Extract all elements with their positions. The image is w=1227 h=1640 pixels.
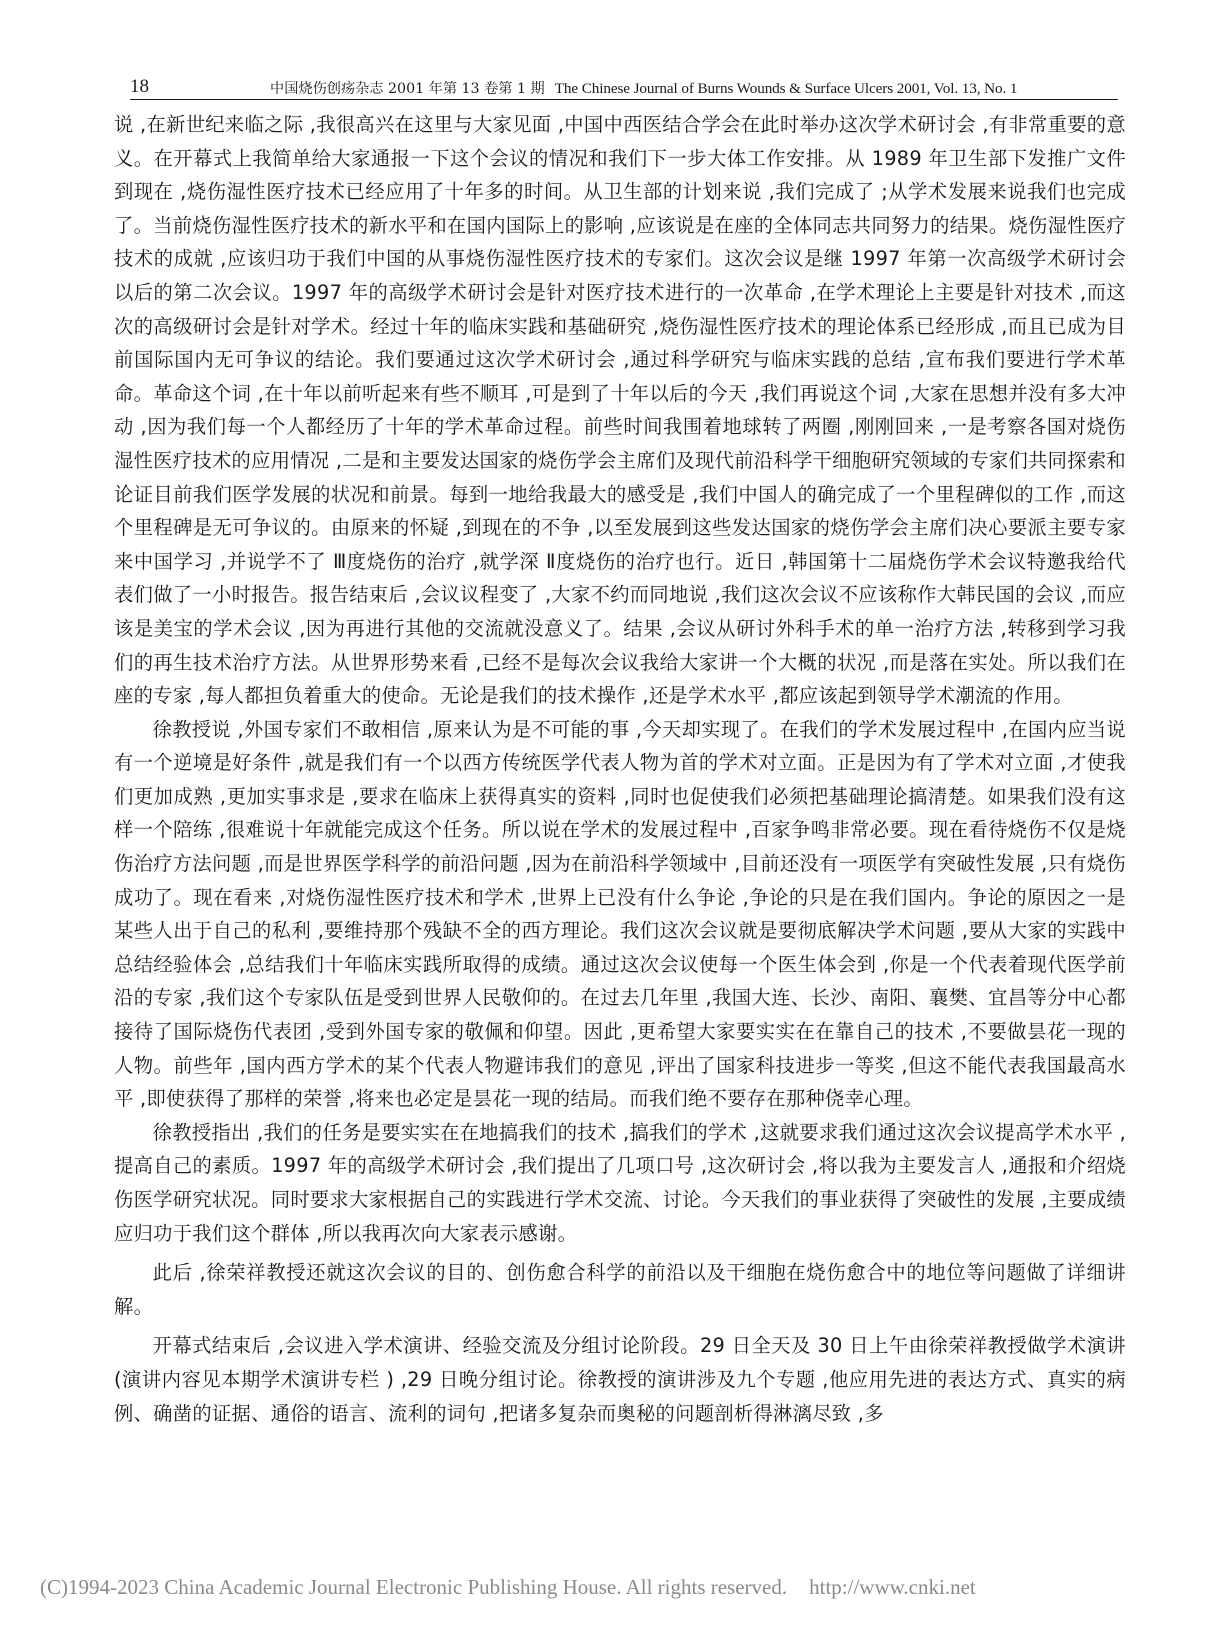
journal-title-en: The Chinese Journal of Burns Wounds & Surface Ulcers 2001, Vol. 13, No. 1 xyxy=(554,80,1018,97)
running-header xyxy=(130,70,1118,98)
body-paragraph: 徐教授指出 ,我们的任务是要实实在在地搞我们的技术 ,搞我们的学术 ,这就要求我们通过这次会议提高学术水平 ,提高自己的素质。1997 年的高级学术研讨会 ,我们提出了几项口号 ,这次研讨会 ,将以我为主要发言人 ,通报和介绍烧伤医学研究状况。同时要求大家根据自己的实践进行学术交流、讨论。今天我们的事业获得了突破性的发展 ,主要成绩应归功于我们这个群体 ,所以我再次向大家表示感谢。 xyxy=(114,1120,1126,1245)
page-number: 18 xyxy=(130,76,149,97)
cnki-footer xyxy=(40,1575,1190,1600)
body-paragraph: 此后 ,徐荣祥教授还就这次会议的目的、创伤愈合科学的前沿以及干细胞在烧伤愈合中的地位等问题做了详细讲解。 xyxy=(114,1261,1126,1318)
journal-title-cn: 中国烧伤创疡杂志 2001 年第 13 卷第 1 期 xyxy=(270,81,545,97)
body-paragraph: 开幕式结束后 ,会议进入学术演讲、经验交流及分组讨论阶段。29 日全天及 30 日上午由徐荣祥教授做学术演讲 (演讲内容见本期学术演讲专栏 ) ,29 日晚分组讨论。徐教授的演讲涉及九个专题 ,他应用先进的表达方式、真实的病例、确凿的证据、通俗的语言、流利的词句 ,把诸多复杂而奥秘的问题剖析得淋漓尽致 ,多 xyxy=(114,1334,1126,1425)
body-paragraph: 说 ,在新世纪来临之际 ,我很高兴在这里与大家见面 ,中国中西医结合学会在此时举办这次学术研讨会 ,有非常重要的意义。在开幕式上我简单给大家通报一下这个会议的情况和我们下一步大体工作安排。从 1989 年卫生部下发推广文件到现在 ,烧伤湿性医疗技术已经应用了十年多的时间。从卫生部的计划来说 ,我们完成了 ;从学术发展来说我们也完成了。当前烧伤湿性医疗技术的新水平和在国内国际上的影响 ,应该说是在座的全体同志共同努力的结果。烧伤湿性医疗技术的成就 ,应该归功于我们中国的从事烧伤湿性医疗技术的专家们。这次会议是继 1997 年第一次高级学术研讨会以后的第二次会议。1997 年的高级学术研讨会是针对医疗技术进行的一次革命 ,在学术理论上主要是针对技术 ,而这次的高级研讨会是针对学术。经过十年的临床实践和基础研究 ,烧伤湿性医疗技术的理论体系已经形成 ,而且已成为目前国际国内无可争议的结论。我们要通过这次学术研讨会 ,通过科学研究与临床实践的总结 ,宣布我们要进行学术革命。革命这个词 ,在十年以前听起来有些不顺耳 ,可是到了十年以后的今天 ,我们再说这个词 ,大家在思想并没有多大冲动 ,因为我们每一个人都经历了十年的学术革命过程。前些时间我围着地球转了两圈 ,刚刚回来 ,一是考察各国对烧伤湿性医疗技术的应用情况 ,二是和主要发达国家的烧伤学会主席们及现代前沿科学干细胞研究领域的专家们共同探索和论证目前我们医学发展的状况和前景。每到一地给我最大的感受是 ,我们中国人的确完成了一个里程碑似的工作 ,而这个里程碑是无可争议的。由原来的怀疑 ,到现在的不争 ,以至发展到这些发达国家的烧伤学会主席们决心要派主要专家来中国学习 ,并说学不了 Ⅲ度烧伤的治疗 ,就学深 Ⅱ度烧伤的治疗也行。近日 ,韩国第十二届烧伤学术会议特邀我给代表们做了一小时报告。报告结束后 ,会议议程变了 ,大家不约而同地说 ,我们这次会议不应该称作大韩民国的会议 ,而应该是美宝的学术会议 ,因为再进行其他的交流就没意义了。结果 ,会议从研讨外科手术的单一治疗方法 ,转移到学习我们的再生技术治疗方法。从世界形势来看 ,已经不是每次会议我给大家讲一个大概的状况 ,而是落在实处。所以我们在座的专家 ,每人都担负着重大的使命。无论是我们的技术操作 ,还是学术水平 ,都应该起到领导学术潮流的作用。 xyxy=(114,113,1126,708)
copyright-notice: (C)1994-2023 China Academic Journal Electronic Publishing House. All rights reserved. xyxy=(40,1575,788,1599)
body-paragraph: 徐教授说 ,外国专家们不敢相信 ,原来认为是不可能的事 ,今天却实现了。在我们的学术发展过程中 ,在国内应当说有一个逆境是好条件 ,就是我们有一个以西方传统医学代表人物为首的学术对立面。正是因为有了学术对立面 ,才使我们更加成熟 ,更加实事求是 ,要求在临床上获得真实的资料 ,同时也促使我们必须把基础理论搞清楚。如果我们没有这样一个陪练 ,很难说十年就能完成这个任务。所以说在学术的发展过程中 ,百家争鸣非常必要。现在看待烧伤不仅是烧伤治疗方法问题 ,而是世界医学科学的前沿问题 ,因为在前沿科学领域中 ,目前还没有一项医学有突破性发展 ,只有烧伤成功了。现在看来 ,对烧伤湿性医疗技术和学术 ,世界上已没有什么争论 ,争论的只是在我们国内。争论的原因之一是某些人出于自己的私利 ,要维持那个残缺不全的西方理论。我们这次会议就是要彻底解决学术问题 ,要从大家的实践中总结经验体会 ,总结我们十年临床实践所取得的成绩。通过这次会议使每一个医生体会到 ,你是一个代表着现代医学前沿的专家 ,我们这个专家队伍是受到世界人民敬仰的。在过去几年里 ,我国大连、长沙、南阳、襄樊、宜昌等分中心都接待了国际烧伤代表团 ,受到外国专家的敬佩和仰望。因此 ,更希望大家要实实在在靠自己的技术 ,不要做昙花一现的人物。前些年 ,国内西方学术的某个代表人物避讳我们的意见 ,评出了国家科技进步一等奖 ,但这不能代表我国最高水平 ,即使获得了那样的荣誉 ,将来也必定是昙花一现的结局。而我们绝不要存在那种侥幸心理。 xyxy=(114,717,1126,1111)
footer-url: http://www.cnki.net xyxy=(809,1575,976,1599)
header-divider xyxy=(130,99,1118,100)
article-body xyxy=(114,108,1126,1430)
